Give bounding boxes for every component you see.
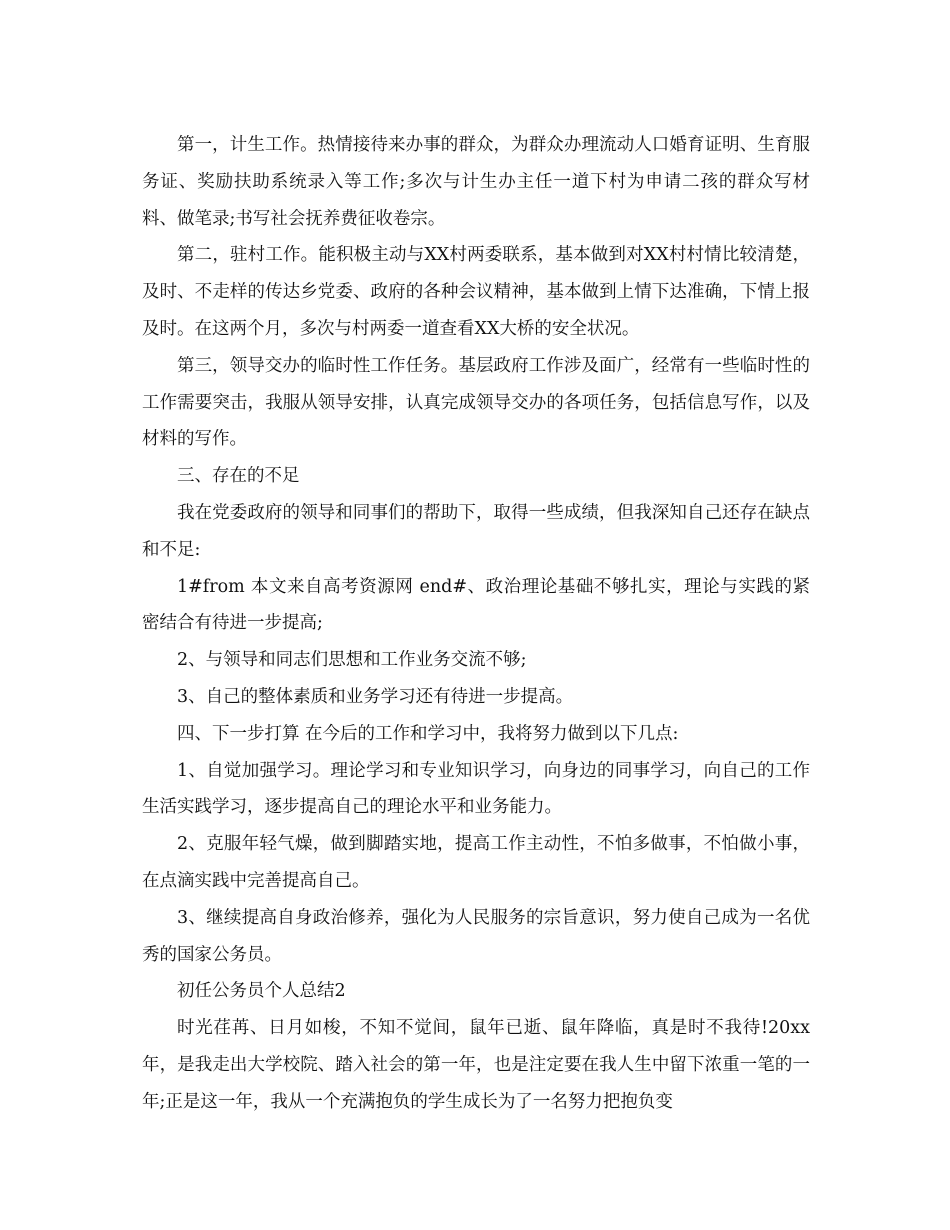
shortcoming-item-3: 3、自己的整体素质和业务学习还有待进一步提高。: [177, 686, 574, 707]
section-title-summary-2: 初任公务员个人总结2: [177, 981, 346, 1002]
document-body: [142, 127, 810, 1121]
paragraph-shortcomings-intro: 我在党委政府的领导和同事们的帮助下，取得一些成绩，但我深知自己还存在缺点和不足:: [142, 502, 810, 560]
section-heading-next-steps: 四、下一步打算 在今后的工作和学习中，我将努力做到以下几点:: [177, 723, 679, 744]
plan-item-2: 2、克服年轻气燥，做到脚踏实地，提高工作主动性，不怕多做事，不怕做小事，在点滴实践中完善提高自己。: [142, 834, 810, 891]
plan-item-3: 3、继续提高自身政治修养，强化为人民服务的宗旨意识，努力使自己成为一名优秀的国家公务员。: [142, 907, 810, 965]
paragraph-temporary-tasks: 第三，领导交办的临时性工作任务。基层政府工作涉及面广，经常有一些临时性的工作需要突击，我服从领导安排，认真完成领导交办的各项任务，包括信息写作，以及材料的写作。: [142, 355, 810, 450]
paragraph-family-planning: 第一，计生工作。热情接待来办事的群众，为群众办理流动人口婚育证明、生育服务证、奖励扶助系统录入等工作;多次与计生办主任一道下村为申请二孩的群众写材料、做笔录;书写社会抚养费征收卷宗。: [142, 135, 810, 229]
plan-item-1: 1、自觉加强学习。理论学习和专业知识学习，向身边的同事学习，向自己的工作生活实践学习，逐步提高自己的理论水平和业务能力。: [142, 760, 810, 818]
shortcoming-item-2: 2、与领导和同志们思想和工作业务交流不够;: [177, 650, 527, 671]
section-heading-shortcomings: 三、存在的不足: [177, 466, 300, 487]
shortcoming-item-1: 1#from 本文来自高考资源网 end#、政治理论基础不够扎实，理论与实践的紧密结合有待进一步提高;: [142, 576, 810, 634]
paragraph-summary-2-intro: 时光荏苒、日月如梭，不知不觉间，鼠年已逝、鼠年降临，真是时不我待!20xx年，是我走出大学校院、踏入社会的第一年，也是注定要在我人生中留下浓重一笔的一年;正是这一年，我从一个充满抱负的学生成长为了一名努力把抱负变: [142, 1018, 810, 1112]
paragraph-village-work: 第二，驻村工作。能积极主动与XX村两委联系，基本做到对XX村村情比较清楚，及时、不走样的传达乡党委、政府的各种会议精神，基本做到上情下达准确，下情上报及时。在这两个月，多次与村两委一道查看XX大桥的安全状况。: [142, 245, 810, 339]
